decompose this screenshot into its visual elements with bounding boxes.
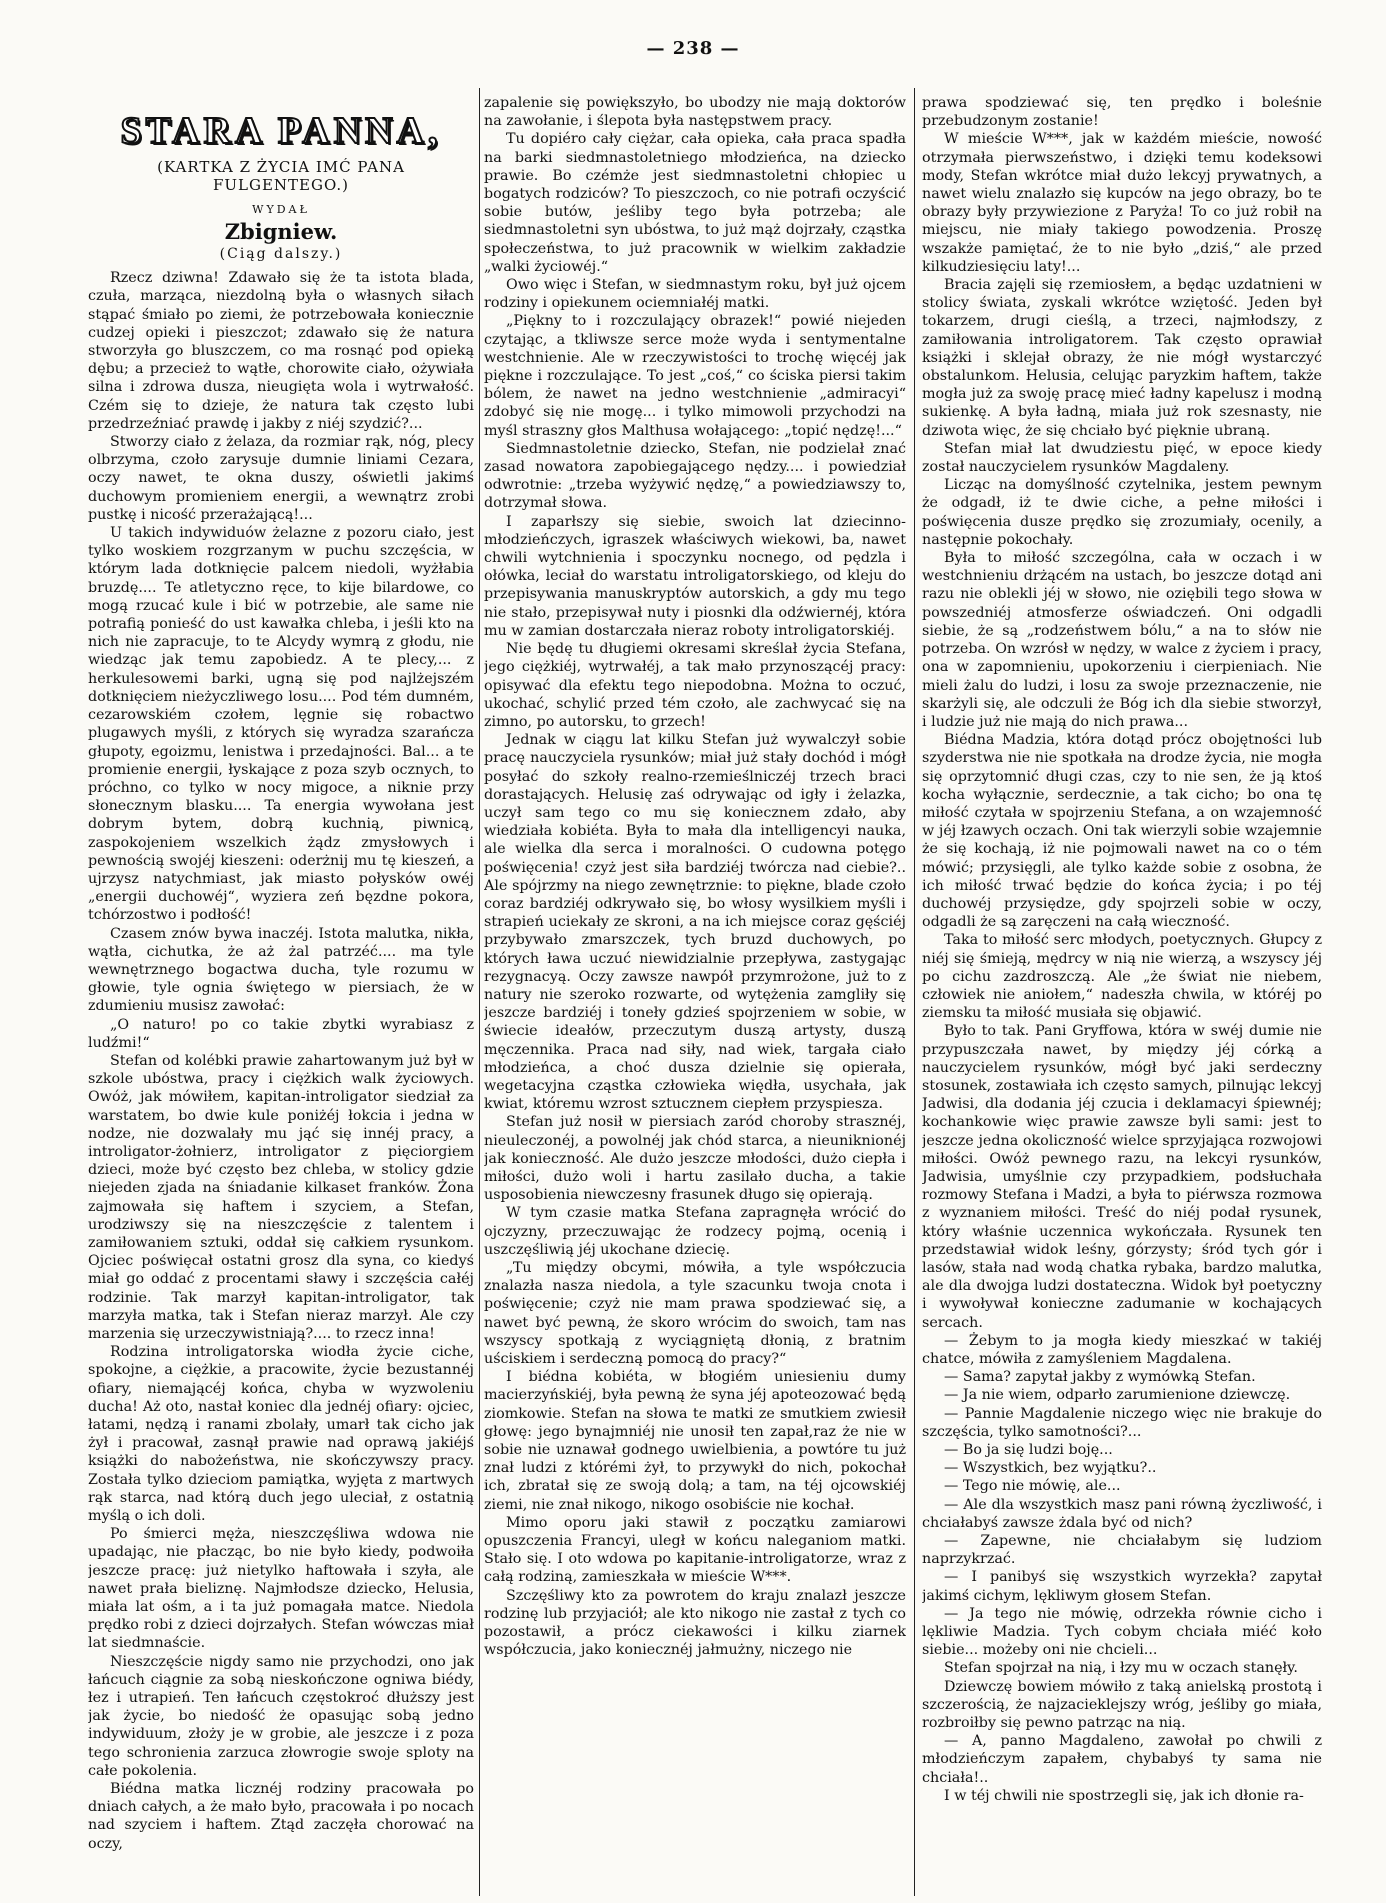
paragraph: Tu dopiéro cały ciężar, cała opieka, cała praca spadła na barki siedmnastoletniego młodzieńca, na dziecko prawie. Bo czémże jest siedmnastoletni chłopiec u bogatych rodziców? To pieszczoch, co nie potrafi oczyścić sobie butów, jeśliby tego była potrzeba; ale siedmnastoletni syn ubóstwa, to już mąż dojrzały, cząstka społeczeństwa, to już pracownik w wielkim zakładzie „walki życiowéj.“ xyxy=(484,131,906,275)
paragraph: I w téj chwili nie spostrzegli się, jak ich dłonie ra- xyxy=(944,1787,1304,1804)
paragraph: W tym czasie matka Stefana zapragnęła wrócić do ojczyzny, przeczuwając że rodzecy pojmą, ocenią i uszczęśliwią jéj ukochane dziecię. xyxy=(484,1205,906,1258)
paragraph: Licząc na domyślność czytelnika, jestem pewnym że odgadł, iż te dwie ciche, a pełne miłości i poświęcenia dusze prędko się zrozumiały, ocenily, a następnie pokochały. xyxy=(922,477,1322,548)
paragraph: Stefan od kolébki prawie zahartowanym już był w szkole ubóstwa, pracy i ciężkich walk życiowych. Owóż, jak mówiłem, kapitan-introligator siedział za warstatem, bo dwie kule poniżéj łokcia i jedna w nodze, nie dozwalały mu jąć się innéj pracy, a introligator-żołnierz, introligator z pięciorgiem dzieci, może być często bez chleba, w stolicy gdzie niejeden zjada na śniadanie kilkaset franków. Żona zajmowała się haftem i szyciem, a Stefan, urodziwszy się na nieszczęście z talentem i zamiłowaniem sztuki, oddał się całkiem rysunkom. Ojciec poświęcał ostatni grosz dla syna, co kiedyś miał go oddać z procentami sławy i szczęścia całéj rodzinie. Tak marzył kapitan-introligator, tak marzyła matka, tak i Stefan nieraz marzył. Ale czy marzenia się urzeczywistniają?.... to rzecz inna! xyxy=(88,1052,474,1342)
paragraph: Po śmierci męża, nieszczęśliwa wdowa nie upadając, nie płacząc, bo nie było kiedy, podwoiła jeszcze pracę: już nietylko haftowała i szyła, ale nawet prała bieliznę. Najmłodsze dziecko, Helusia, miała lat ośm, a i ta już pomagała matce. Niedola prędko robi z dzieci dojrzałych. Stefan wówczas miał lat siedmnaście. xyxy=(88,1526,474,1652)
author-name: Zbigniew. xyxy=(224,218,338,244)
paragraph: Owo więc i Stefan, w siedmnastym roku, był już ojcem rodziny i opiekunem ociemniałéj matki. xyxy=(484,277,906,312)
paragraph: Stefan spojrzał na nią, i łzy mu w oczach stanęły. xyxy=(944,1660,1298,1677)
paragraph: — Żebym to ja mogła kiedy mieszkać w takiéj chatce, mówiła z zamyśleniem Magdalena. xyxy=(922,1332,1322,1368)
column-3 xyxy=(922,94,1322,1894)
column-rule xyxy=(479,88,480,1896)
paragraph: Jednak w ciągu lat kilku Stefan już wywalczył sobie pracę nauczyciela rysunków; miał już stały dochód i mógł posyłać do szkoły realno-rzemieślniczéj trzech braci dorastających. Helusię zaś odrywając od igły i żelazka, uczył sam tego co mu się koniecznem zdało, aby wiedziała kobiéta. Była to mała dla intelligencyi nauka, ale wielka dla serca i moralności. O cudowna potęgo poświęcenia! czyż jest siła bardziéj twórcza nad ciebie?.. Ale spójrzmy na niego zewnętrznie: to piękne, blade czoło coraz bardziéj odkrywało się, bo włosy wysilkiem myśli i strapień uciekały ze skroni, a na ich miejsce coraz gęściéj przybywało zmarszczek, tych bruzd duchowych, po których ława uczuć niewidzialnie przepływa, zastygając rezygnacyą. Oczy zawsze nawpół przymrożone, już to z natury nie szeroko rozwarte, od wytężenia zamgliły się jeszcze bardziéj i toneły gdzieś spojrzeniem w sobie, w świecie ideałów, przeczutym duszą artysty, duszą męczennika. Praca nad siły, nad wiek, targała ciało młodzieńca, a choć dusza dzielnie się opierała, wegetacyjna cząstka człowieka więdła, usychała, jak kwiat, któremu wzrost sztucznem ciepłem przyspiesza. xyxy=(484,732,906,1113)
paragraph: Siedmnastoletnie dziecko, Stefan, nie podzielał znać zasad nowatora zapobiegającego nędzy.... i powiedział odwrotnie: „trzeba wyżywić nędzę,“ a powiedziawszy to, dotrzymał słowa. xyxy=(484,440,906,512)
paragraph: Biédna Madzia, która dotąd prócz obojętności lub szyderstwa nie nie spotkała na drodze życia, nie mogła się oprzytomnić długi czas, czy to nie sen, że ją ktoś kocha wyłącznie, serdecznie, a tak cicho; bo ona tę miłość czytała w spojrzeniu Stefana, a on wzajemność w jéj łzawych oczach. Oni tak wierzyli sobie wzajemnie że się kochają, iż nie pojmowali nawet na co o tém mówić; przysięgli, ale tylko każde sobie z osobna, że ich miłość trwać będzie do końca życia; i po téj duchowéj przysiędze, gdy spojrzeli sobie w oczy, odgadli że są zaręczeni na całą wieczność. xyxy=(922,732,1322,931)
paragraph: — Sama? zapytał jakby z wymówką Stefan. xyxy=(944,1369,1256,1386)
paragraph: Stefan już nosił w piersiach zaród choroby strasznéj, nieuleczonéj, a powolnéj jak chód starca, a nieuniknionéj jak konieczność. Ale dużo jeszcze młodości, dużo ciepła i miłości, dużo woli i hartu zasilało ducha, a takie usposobienia niewczesny frasunek długo się opierają. xyxy=(484,1114,906,1204)
paragraph: Biédna matka licznéj rodziny pracowała po dniach całych, a że mało było, pracowała i po nocach nad szyciem i haftem. Ztąd zaczęła chorować na oczy, xyxy=(88,1781,474,1852)
paragraph: „O naturo! po co takie zbytki wyrabiasz z ludźmi!“ xyxy=(88,1016,474,1051)
paragraph: — Zapewne, nie chciałabym się ludziom naprzykrzać. xyxy=(922,1533,1322,1568)
paragraph: U takich indywiduów żelazne z pozoru ciało, jest tylko woskiem rozgrzanym w puchu szczęścia, w którym lada dotknięcie palcem niedoli, wyżłabia bruzdę.... Te atletyczno ręce, to kije bilardowe, co mogą rzucać kule i bić w potrzebie, ale same nie potrafią ponieść do ust kawałka chleba, i jeśli kto na nich nie zapracuje, to te Alcydy wymrą z głodu, nie wiedząc jak temu zapobiedz. A te plecy,... z herkulesowemi barki, ugną się pod najlżejszém dotknięciem nieżyczliwego losu.... Pod tém dumném, cezarowskiém czołem, lęgnie się robactwo plugawych myśli, z których się wyradza szarańcza głupoty, egoizmu, lenistwa i przedajności. Bal... a te promienie energii, łyskające z poza szyb ocznych, to próchno, co tylko w nocy migoce, a niknie przy słonecznym blasku.... Ta energia wywołana jest dobrym bytem, dobrą kuchnią, piwnicą, zaspokojeniem wszelkich żądz zmysłowych i pewnością swojéj kieszeni: oderżnij mu tę kieszeń, a ujrzysz natychmiast, jak miasto połysków owéj „energii duchowéj“, wyziera zeń bęzdne pokora, tchórzostwo i podłość! xyxy=(88,525,474,924)
story-subtitle: (KARTKA Z ŻYCIA IMĆ PANA FULGENTEGO.) xyxy=(157,158,405,195)
paragraph: — I panibyś się wszystkich wyrzekła? zapytał jakimś cichym, lękliwym głosem Stefan. xyxy=(922,1569,1322,1604)
paragraph: Nie będę tu długiemi okresami skreślał życia Stefana, jego ciężkiéj, wytrwałéj, a tak mało przynoszącéj pracy: opisywać dla efektu tego niepodobna. Można to oczuć, ukochać, schylić przed tém czoło, ale zachwycać się na zimno, po autorsku, to grzech! xyxy=(484,641,906,730)
paragraph: Bracia zajęli się rzemiosłem, a będąc uzdatnieni w stolicy świata, zyskali wkrótce wziętość. Jeden był tokarzem, drugi cieślą, a trzeci, najmłodszy, z zamiłowania introligatorem. Tak często oprawiał książki i sklejał obrazy, że nie mógł wystarczyć obstalunkom. Helusia, celując paryzkim haftem, także mogła już za swoję pracę mieć ładny kapelusz i modną sukienkę. A była ładną, miała już rok szesnasty, nie dziwota więc, że się chciało być pięknie ubraną. xyxy=(922,277,1322,439)
paragraph: Mimo oporu jaki stawił z początku zamiarowi opuszczenia Francyi, uległ w końcu naleganiom matki. Stało się. I oto wdowa po kapitanie-introligatorze, wraz z całą rodziną, zamieszkała w mieście W***. xyxy=(484,1514,906,1586)
column-3-text xyxy=(922,94,1322,1805)
paragraph: Czasem znów bywa inaczéj. Istota malutka, nikła, wątła, cichutka, że aż żal patrzéć.... ma tyle wewnętrznego bogactwa ducha, tyle rozumu w głowie, tyle ognia świętego w piersiach, że w zdumieniu musisz zawołać: xyxy=(88,925,474,1015)
publisher-label: WYDAŁ xyxy=(252,202,310,216)
paragraph: — Tego nie mówię, ale... xyxy=(944,1478,1121,1495)
continued-note: (Ciąg dalszy.) xyxy=(219,246,343,263)
paragraph: — Bo ja się ludzi boję... xyxy=(944,1442,1113,1459)
paragraph: — Pannie Magdalenie niczego więc nie brakuje do szczęścia, tylko samotności?... xyxy=(922,1405,1322,1440)
paragraph: „Tu między obcymi, mówiła, a tyle współczucia znalazła nasza niedola, a tyle szacunku twoja cnota i poświęcenie; czyż nie mam prawa spodziewać się, a nawet być pewną, że skoro wrócim do swoich, tam nas wszyscy spotkają z wyciągniętą dłonią, z bratnim uściskiem i serdeczną pomocą do pracy?“ xyxy=(484,1260,906,1368)
paragraph: Nieszczęście nigdy samo nie przychodzi, ono jak łańcuch ciągnie za sobą nieskończone ogniwa biédy, łez i utrapień. Ten łańcuch częstokroć dłuższy jest jak życie, bo niedość że opasując sobą jedno indywiduum, złoży je w grobie, ale jeszcze i z poza tego schronienia zarzuca złowrogie swoje sploty na całe pokolenia. xyxy=(88,1653,474,1779)
paragraph: Taka to miłość serc młodych, poetycznych. Głupcy z niéj się śmieją, mędrcy w nią nie wierzą, a wszyscy jéj po cichu zazdroszczą. Ale „że świat nie niebem, człowiek nie aniołem,“ nadeszła chwila, w któréj po ziemsku ta miłość musiała się objawić. xyxy=(922,932,1322,1022)
paragraph: Szczęśliwy kto za powrotem do kraju znalazł jeszcze rodzinę lub przyjaciół; ale kto nikogo nie zastał z tych co pozostawił, a prócz ciekawości i kilku ziarnek współczucia, jako koniecznéj jałmużny, niczego nie xyxy=(484,1587,906,1659)
paragraph: Dziewczę bowiem mówiło z taką anielską prostotą i szczerością, że najzacieklejszy wróg, jeśliby go miała, rozbroiłby się pewno patrząc na nią. xyxy=(922,1678,1322,1732)
column-rule xyxy=(914,88,915,1896)
paragraph: W mieście W***, jak w każdém mieście, nowość otrzymała pierwszeństwo, i dzięki temu kodeksowi mody, Stefan wkrótce miał dużo lekcyj prywatnych, a nawet wielu znalazło się kupców na jego obrazy, bo te obrazy były przywiezione z Paryża! To co już robił na miejscu, nie miały takiego powodzenia. Proszę wszakże pamiętać, że to nie było „dziś,“ ale przed kilkudziesięciu laty!... xyxy=(922,131,1322,275)
paragraph: prawa spodziewać się, ten prędko i boleśnie przebudzonym zostanie! xyxy=(922,95,1322,130)
paragraph: „Piękny to i rozczulający obrazek!“ powié niejeden czytając, a tkliwsze serce może wyda i sentymentalne westchnienie. Ale w rzeczywistości to trochę więcéj jak piękne i rozczulające. To jest „coś,“ co ściska piersi takim bólem, że nawet na jedno westchnienie „admiracyi“ zdobyć się nie mogę... i tylko mimowoli przychodzi na myśl straszny głos Malthusa wołającego: „topić nędzę!...“ xyxy=(484,313,906,439)
paragraph: I biédna kobiéta, w błogiém uniesieniu dumy macierzyńskiéj, była pewną że syna jéj apoteozować będą ziomkowie. Stefan na słowa te matki ze smutkiem zwiesił głowę: jego bynajmniéj nie unosił ten zapał,raz że nie w sobie nie uznawał godnego uwielbienia, a powtóre tu już znał ludzi z którémi żył, to przywykł do nich, pokochał ich, zbratał się ze swoją dolą; a tam, na téj ojcowskiéj ziemi, nie znał nikogo, nikogo osobiście nie kochał. xyxy=(484,1369,906,1513)
column-1 xyxy=(88,94,474,1894)
paragraph: Rodzina introligatorska wiodła życie ciche, spokojne, a ciężkie, a pracowite, życie bezustannéj ofiary, niemającéj końca, chyba w wyzwoleniu ducha! Aż oto, nastał koniec dla jednéj ofiary: ojciec, łatami, nędzą i ranami zbolały, umarł tak cicho jak żył i pracował, zasnął prawie nad oprawą jakiéjś książki do nabożeństwa, nie skończywszy pracy. Została tylko dzieciom pamiątka, wyjęta z martwych rąk starca, nad którą duch jego uleciał, z ostatnią myślą o ich doli. xyxy=(88,1344,474,1525)
paragraph: — A, panno Magdaleno, zawołał po chwili z młodzieńczym zapałem, chybabyś ty sama nie chciała!.. xyxy=(922,1733,1322,1786)
column-2-text xyxy=(484,94,906,1659)
paragraph: — Wszystkich, bez wyjątku?.. xyxy=(944,1460,1157,1477)
paragraph: Było to tak. Pani Gryffowa, która w swéj dumie nie przypuszczała nawet, by między jéj córką a nauczycielem rysunków, mógł być jaki serdeczny stosunek, zostawiała ich często samych, pilnując lekcyj Jadwisi, dla dodania jéj czucia i deklamacyi śpiewnéj; kochankowie więc prawie zawsze byli sami: jest to jeszcze jedna okoliczność wielce sprzyjająca rozwojowi miłości. Owóż pewnego razu, na lekcyi rysunków, Jadwisia, umyślnie czy przypadkiem, podsłuchała rozmowy Stefana i Madzi, a była to piérwsza rozmowa z wyznaniem miłości. Treść do niéj podał rysunek, który właśnie uczennica wykończała. Rysunek ten przedstawiał widok leśny, górzysty; śród tych gór i lasów, stała nad wodą chatka rybaka, bardzo malutka, ale dla dwojga ludzi dostateczna. Widok był poetyczny i wywoływał konieczne zadumanie w kochających sercach. xyxy=(922,1023,1322,1331)
paragraph: I zaparłszy się siebie, swoich lat dziecinno-młodzieńczych, igraszek właściwych wiekowi, ba, nawet chwili wytchnienia i spoczynku nocnego, od pędzla i ołówka, leciał do warstatu introligatorskiego, od kleju do przepisywania manuskryptów autorskich, a gdy mu tego nie stało, przepisywał nuty i piosnki dla odźwiernéj, która mu w zamian dostarczała nieraz roboty introligatorskiéj. xyxy=(484,513,906,639)
paragraph: Stefan miał lat dwudziestu pięć, w epoce kiedy został nauczycielem rysunków Magdaleny. xyxy=(922,440,1322,476)
paragraph: — Ale dla wszystkich masz pani równą życzliwość, i chciałabyś zawsze żdala być od nich? xyxy=(922,1496,1322,1531)
paragraph: — Ja tego nie mówię, odrzekła równie cicho i lękliwie Madzia. Tych cobym chciała miéć koło siebie... możeby oni nie chcieli... xyxy=(922,1605,1322,1659)
paragraph: Stworzy ciało z żelaza, da rozmiar rąk, nóg, plecy olbrzyma, czoło zarysuje dumnie liniami Cezara, oczy nawet, te okna duszy, oświetli jakimś duchowym promieniem energii, a wewnątrz zrobi pustkę i nicość przerażającą!... xyxy=(88,434,474,523)
story-title: STARA PANNA, xyxy=(120,110,442,152)
column-2 xyxy=(484,94,906,1894)
column-1-text xyxy=(88,269,474,1853)
paragraph: Rzecz dziwna! Zdawało się że ta istota blada, czuła, marząca, niezdolną była o własnych siłach stąpać śmiało po ziemi, że potrzebowała koniecznie cudzej opieki i pieszczot; zdawało się że natura stworzyła go bluszczem, co ma rosnąć pod opieką dębu; a przecież to wątłe, chorowite ciało, ożywiała silna i zdrowa dusza, nieugięta wola i wytrwałość. Czém się to dzieje, że natura tak często lubi przedrzeźniać prawdę i jakby z niéj szydzić?... xyxy=(88,270,474,432)
paragraph: zapalenie się powiększyło, bo ubodzy nie mają doktorów na zawołanie, i ślepota była następstwem pracy. xyxy=(484,95,906,130)
paragraph: — Ja nie wiem, odparło zarumienione dziewczę. xyxy=(944,1387,1291,1404)
paragraph: Była to miłość szczególna, cała w oczach i w westchnieniu drżącém na ustach, bo jeszcze dotąd ani razu nie oblekli jéj w słowo, nie oziębili tego słowa w powszedniéj atmosferze oświadczeń. Oni odgadli siebie, że są „rodzeństwem bólu,“ a na to słów nie potrzeba. On wzrósł w nędzy, w walce z życiem i pracy, ona w zapomnieniu, upokorzeniu i cierpieniach. Nie mieli żalu do ludzi, i losu za swoje przeznaczenie, nie skarżyli się, ale odczuli że Bóg ich dla siebie stworzył, i ludzie już nie mają do nich prawa... xyxy=(922,550,1322,730)
page-number: — 238 — xyxy=(646,38,740,59)
